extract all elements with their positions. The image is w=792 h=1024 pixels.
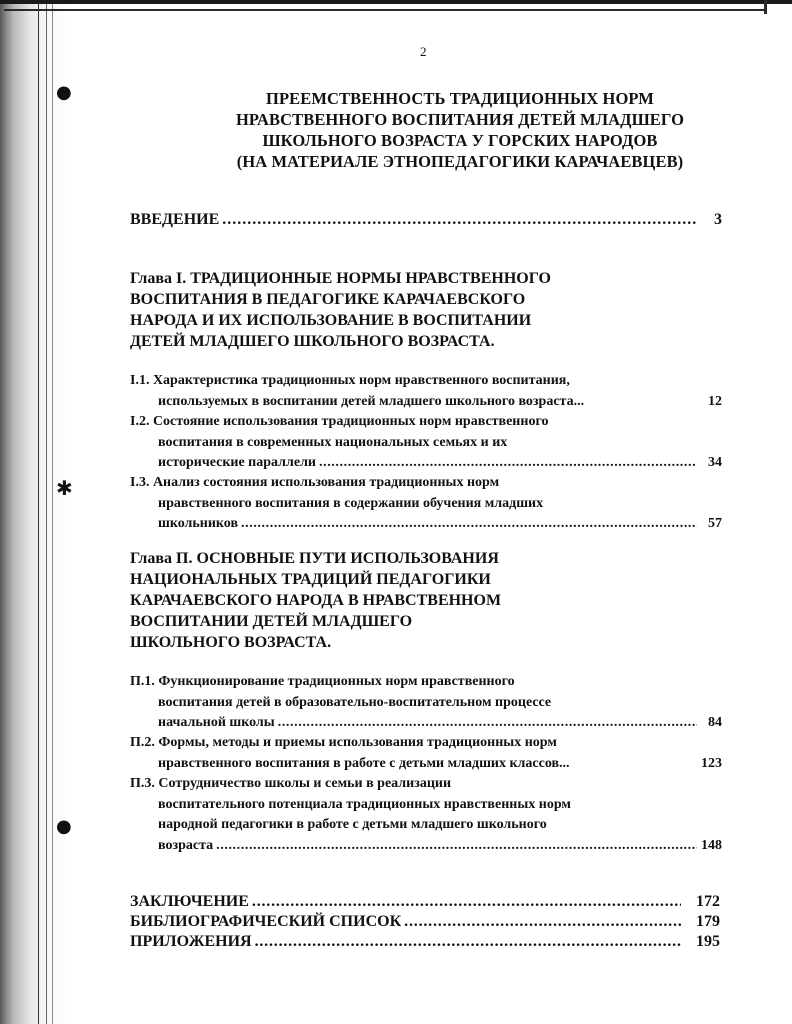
leader-dots (566, 754, 570, 775)
section-line: школьников (158, 516, 239, 531)
toc-entry-conclusion (130, 892, 720, 912)
chapter-heading-line: ВОСПИТАНИИ ДЕТЕЙ МЛАДШЕГО (130, 613, 413, 630)
section-line: начальной школы (158, 715, 275, 730)
scan-edge-line (46, 0, 47, 1024)
toc-section-1-1 (130, 371, 722, 412)
toc-entry-appendices (130, 932, 720, 952)
section-page: 12 (708, 393, 722, 409)
toc-section-1-2 (130, 412, 722, 474)
toc-section-2-1 (130, 672, 722, 734)
leader-dots (252, 892, 681, 912)
section-last-line (130, 754, 722, 775)
scan-edge-shadow (0, 0, 70, 1024)
leader-dots (404, 912, 681, 932)
toc-entry-page: 179 (696, 913, 720, 930)
toc-entry-bibliography (130, 912, 720, 932)
section-last-line (130, 514, 722, 535)
leader-dots (255, 932, 681, 952)
section-page: 123 (701, 755, 722, 771)
leader-dots (216, 836, 697, 857)
chapter-heading-line: НАЦИОНАЛЬНЫХ ТРАДИЦИЙ ПЕДАГОГИКИ (130, 571, 491, 588)
scan-edge-line (38, 0, 39, 1024)
toc-section-2-2 (130, 733, 722, 774)
section-line: I.3. Анализ состояния использования традиционных норм (130, 475, 500, 490)
scan-edge-line (52, 0, 53, 1024)
title-line: (НА МАТЕРИАЛЕ ЭТНОПЕДАГОГИКИ КАРАЧАЕВЦЕВ) (236, 152, 684, 171)
section-line: воспитания в современных национальных семьях и их (158, 434, 508, 450)
toc-section-1-3 (130, 473, 722, 535)
section-line: I.1. Характеристика традиционных норм нравственного воспитания, (130, 373, 570, 388)
chapter-heading-line: ШКОЛЬНОГО ВОЗРАСТА. (130, 634, 332, 651)
section-line: нравственного воспитания в работе с детьми младших классов.. (158, 755, 567, 771)
ink-smudge-icon: ✱ (56, 476, 73, 500)
ink-smudge-icon: ● (56, 816, 72, 837)
section-page: 34 (708, 455, 722, 470)
chapter-2-heading (130, 548, 501, 653)
section-line: возраста (158, 837, 214, 853)
section-line: воспитания детей в образовательно-воспитательном процессе (158, 694, 552, 710)
section-line: нравственного воспитания в содержании обучения младших (158, 495, 544, 511)
leader-dots (319, 453, 697, 474)
chapter-heading-line: НАРОДА И ИХ ИСПОЛЬЗОВАНИЕ В ВОСПИТАНИИ (130, 312, 532, 329)
section-page: 84 (708, 715, 722, 730)
title-line: НРАВСТВЕННОГО ВОСПИТАНИЯ ДЕТЕЙ МЛАДШЕГО (235, 110, 685, 129)
section-line: П.3. Сотрудничество школы и семьи в реализации (130, 776, 452, 791)
toc-entry-label: ЗАКЛЮЧЕНИЕ (130, 893, 249, 910)
chapter-heading-line: Глава I. ТРАДИЦИОННЫЕ НОРМЫ НРАВСТВЕННОГО (130, 270, 551, 287)
section-last-line (130, 713, 722, 734)
page-number: 2 (420, 44, 427, 59)
scan-corner-mark (764, 0, 767, 14)
section-line: используемых в воспитании детей младшего школьного возраста.. (158, 393, 581, 409)
toc-entry-page: 172 (696, 893, 720, 910)
toc-entry-intro (130, 210, 722, 230)
document-title (180, 88, 740, 172)
toc-entry-label: БИБЛИОГРАФИЧЕСКИЙ СПИСОК (130, 913, 402, 930)
scan-top-border (0, 0, 792, 4)
ink-smudge-icon: ● (56, 82, 72, 103)
leader-dots (581, 392, 585, 413)
section-line: П.1. Функционирование традиционных норм нравственного (130, 674, 515, 689)
chapter-heading-line: ДЕТЕЙ МЛАДШЕГО ШКОЛЬНОГО ВОЗРАСТА. (130, 333, 495, 350)
leader-dots (278, 713, 697, 734)
toc-entry-label: ВВЕДЕНИЕ (130, 211, 220, 228)
section-line: народной педагогики в работе с детьми младшего школьного (158, 817, 547, 832)
chapter-heading-line: КАРАЧАЕВСКОГО НАРОДА В НРАВСТВЕННОМ (130, 592, 502, 609)
leader-dots (241, 514, 697, 535)
chapter-heading-line: Глава П. ОСНОВНЫЕ ПУТИ ИСПОЛЬЗОВАНИЯ (130, 550, 499, 567)
section-line: I.2. Состояние использования традиционных норм нравственного (130, 414, 549, 429)
toc-entry-label: ПРИЛОЖЕНИЯ (130, 933, 252, 950)
section-line: П.2. Формы, методы и приемы использования традиционных норм (130, 735, 557, 750)
leader-dots (222, 210, 697, 230)
section-last-line (130, 453, 722, 474)
section-line: исторические параллели (158, 455, 316, 470)
section-last-line (130, 392, 722, 413)
toc-entry-page: 195 (696, 933, 720, 950)
section-page: 57 (708, 516, 722, 531)
title-line: ПРЕЕМСТВЕННОСТЬ ТРАДИЦИОННЫХ НОРМ (266, 89, 654, 108)
section-line: воспитательного потенциала традиционных нравственных норм (158, 796, 571, 812)
title-line: ШКОЛЬНОГО ВОЗРАСТА У ГОРСКИХ НАРОДОВ (262, 131, 658, 150)
chapter-1-heading (130, 268, 551, 352)
toc-section-2-3 (130, 774, 722, 856)
scan-top-border (4, 9, 764, 11)
section-last-line (130, 836, 722, 857)
section-page: 148 (701, 837, 722, 853)
toc-entry-page: 3 (714, 211, 722, 228)
chapter-heading-line: ВОСПИТАНИЯ В ПЕДАГОГИКЕ КАРАЧАЕВСКОГО (130, 291, 526, 308)
